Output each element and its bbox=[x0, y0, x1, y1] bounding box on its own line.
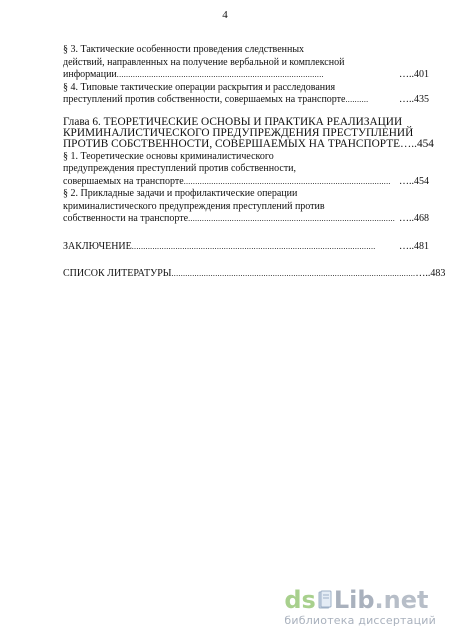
dot-leader: .......................................................................................................... bbox=[171, 269, 416, 279]
toc-entry-last-line bbox=[63, 176, 429, 189]
watermark bbox=[284, 587, 436, 627]
toc-page-number: …..481 bbox=[399, 240, 429, 252]
dot-leader: .......... bbox=[345, 95, 369, 104]
toc-entry-section-3 bbox=[63, 44, 429, 82]
toc-entry-last-line bbox=[63, 69, 429, 82]
dot-leader: .......................................................................................................... bbox=[131, 241, 376, 251]
toc-entry-chapter-6 bbox=[63, 115, 434, 151]
toc-entry-line: § 3. Тактические особенности проведения следственных bbox=[63, 44, 305, 55]
toc-page-number: …..454 bbox=[399, 175, 429, 187]
toc-entry-last-line bbox=[63, 213, 429, 226]
toc-entry-text: совершаемых на транспорте bbox=[63, 175, 184, 187]
watermark-caption: библиотека диссертаций bbox=[284, 614, 436, 627]
toc-entry-line: КРИМИНАЛИСТИЧЕСКОГО ПРЕДУПРЕЖДЕНИЯ ПРЕСТУПЛЕНИЙ bbox=[63, 126, 414, 139]
toc-entry-last-line bbox=[63, 241, 429, 254]
toc-entry-section-4 bbox=[63, 82, 429, 107]
toc-entry-bibliography bbox=[63, 268, 446, 281]
toc-page-number: …..401 bbox=[399, 69, 429, 80]
toc-page-number: …..435 bbox=[399, 94, 429, 105]
dot-leader: .......................................................................................... bbox=[116, 70, 324, 79]
toc-entry-section-1 bbox=[63, 151, 429, 189]
toc-entry-line: § 2. Прикладные задачи и профилактические операции bbox=[63, 188, 298, 200]
toc-entry-line: предупреждения преступлений против собственности, bbox=[63, 163, 297, 175]
watermark-logo-net: .net bbox=[374, 586, 429, 614]
book-icon bbox=[317, 590, 333, 610]
toc-page-number: …..454 bbox=[400, 138, 434, 151]
toc-page-number: …..468 bbox=[399, 213, 429, 225]
toc-page-number: …..483 bbox=[415, 268, 446, 280]
watermark-logo-lib: Lib bbox=[333, 586, 375, 614]
toc-entry-text: ЗАКЛЮЧЕНИЕ bbox=[63, 240, 132, 252]
dot-leader: .......................................................................................... bbox=[188, 214, 396, 224]
toc-entry-text: ПРОТИВ СОБСТВЕННОСТИ, СОВЕРШАЕМЫХ НА ТРАНСПОРТЕ bbox=[63, 138, 400, 151]
toc-entry-last-line bbox=[63, 94, 429, 107]
toc-entry-conclusion bbox=[63, 241, 429, 254]
watermark-logo bbox=[284, 587, 436, 613]
toc-entry-line: § 4. Типовые тактические операции раскрытия и расследования bbox=[63, 81, 336, 93]
dot-leader: .......................................................................................... bbox=[183, 176, 391, 186]
toc-entry-last-line bbox=[63, 138, 434, 151]
toc-entry-text: собственности на транспорте bbox=[63, 213, 189, 225]
page-number: 4 bbox=[222, 9, 228, 21]
toc-entry-last-line bbox=[63, 268, 446, 281]
toc-entry-line: действий, направленных на получение вербальной и комплексной bbox=[63, 56, 345, 68]
toc-entry-line: § 1. Теоретические основы криминалистического bbox=[63, 150, 274, 162]
toc-entry-line: Глава 6. ТЕОРЕТИЧЕСКИЕ ОСНОВЫ И ПРАКТИКА РЕАЛИЗАЦИИ bbox=[63, 115, 403, 128]
toc-entry-line: криминалистического предупреждения преступлений против bbox=[63, 200, 325, 212]
watermark-logo-ds: ds bbox=[284, 586, 316, 614]
toc-entry-text: СПИСОК ЛИТЕРАТУРЫ bbox=[63, 268, 172, 280]
toc-entry-section-2 bbox=[63, 188, 429, 226]
table-of-contents bbox=[63, 44, 446, 281]
toc-entry-text: преступлений против собственности, совершаемых на транспорте bbox=[63, 94, 346, 105]
toc-entry-text: информации bbox=[63, 69, 117, 80]
